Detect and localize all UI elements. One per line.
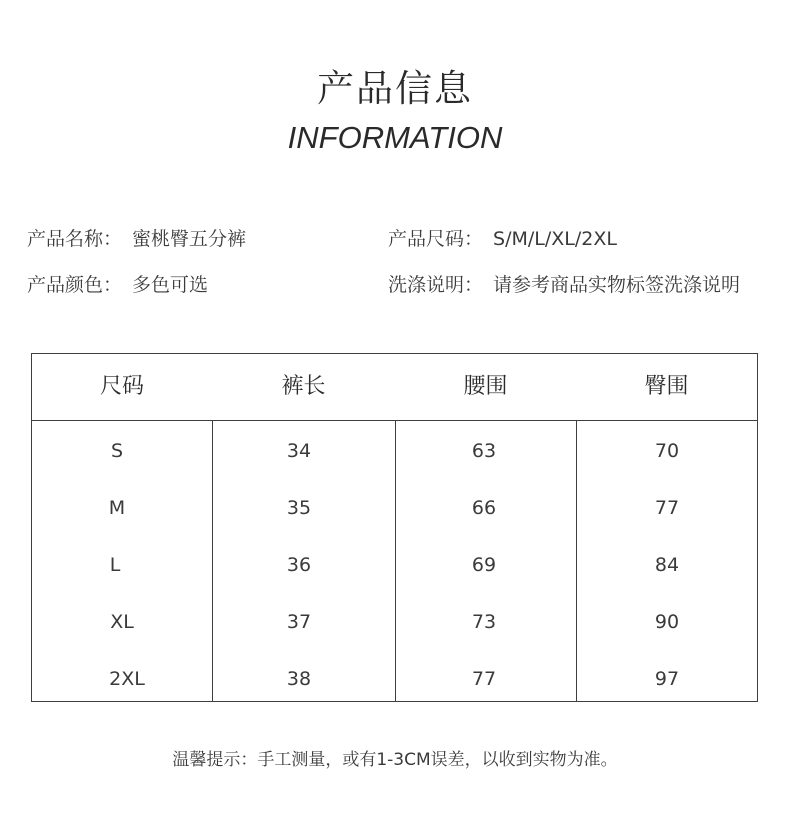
table-cell: 70 <box>654 440 680 462</box>
size-table <box>31 353 758 702</box>
table-cell: 37 <box>286 611 312 633</box>
table-cell: 90 <box>654 611 680 633</box>
header-length: 裤长 <box>281 374 326 399</box>
wash-instructions-value: 请参考商品实物标签洗涤说明 <box>493 274 741 296</box>
product-size-value: S/M/L/XL/2XL <box>493 228 617 250</box>
table-header-row <box>32 354 757 421</box>
table-cell: 77 <box>471 668 497 690</box>
column-divider <box>395 421 396 701</box>
table-cell: 2XL <box>109 668 145 690</box>
column-divider <box>576 421 577 701</box>
table-cell: 73 <box>471 611 497 633</box>
page-subtitle: INFORMATION <box>287 120 503 155</box>
product-name-info <box>27 226 246 252</box>
table-cell: XL <box>110 611 134 633</box>
wash-instructions-info <box>388 272 740 298</box>
header-size: 尺码 <box>99 374 144 399</box>
table-cell: 97 <box>654 668 680 690</box>
table-cell: 77 <box>654 497 680 519</box>
table-cell: 38 <box>286 668 312 690</box>
column-divider <box>212 421 213 701</box>
page-title: 产品信息 <box>317 67 473 110</box>
table-cell: 69 <box>471 554 497 576</box>
table-cell: M <box>108 497 126 519</box>
product-name-value: 蜜桃臀五分裤 <box>132 228 247 250</box>
table-cell: 35 <box>286 497 312 519</box>
product-size-info <box>388 226 617 252</box>
table-cell: 63 <box>471 440 497 462</box>
product-size-label: 产品尺码： <box>388 228 484 250</box>
table-cell: L <box>109 554 121 576</box>
product-name-label: 产品名称： <box>27 228 123 250</box>
table-cell: S <box>110 440 124 462</box>
measurement-note: 温馨提示：手工测量，或有1-3CM误差，以收到实物为准。 <box>172 750 618 770</box>
product-color-value: 多色可选 <box>132 274 209 296</box>
header-waist: 腰围 <box>463 374 508 399</box>
table-cell: 36 <box>286 554 312 576</box>
product-color-info <box>27 272 208 298</box>
product-color-label: 产品颜色： <box>27 274 123 296</box>
wash-instructions-label: 洗涤说明： <box>388 274 484 296</box>
table-cell: 34 <box>286 440 312 462</box>
table-cell: 84 <box>654 554 680 576</box>
table-cell: 66 <box>471 497 497 519</box>
header-hip: 臀围 <box>644 374 689 399</box>
